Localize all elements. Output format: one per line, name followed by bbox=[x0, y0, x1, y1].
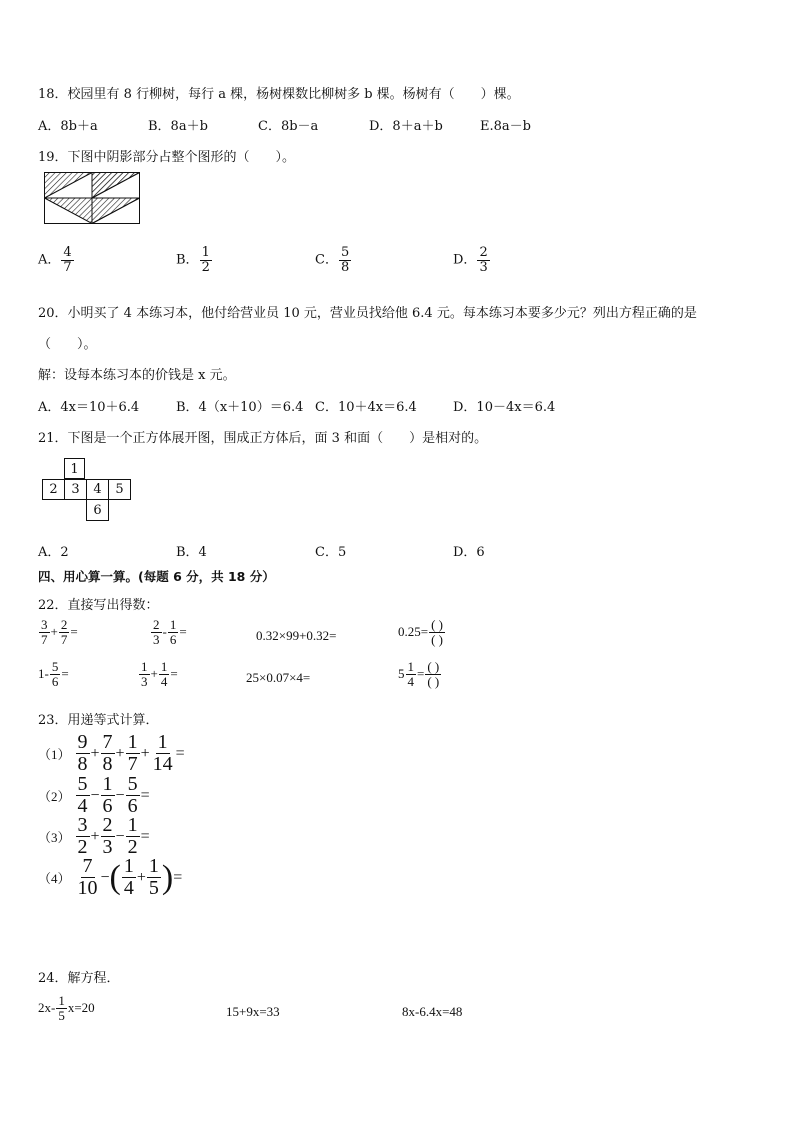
q19-option-b-label: B． bbox=[176, 252, 199, 268]
p3-eq: = bbox=[140, 827, 150, 845]
q24-equation-2: 15+9x=33 bbox=[226, 1004, 280, 1019]
p4-right-paren: ) bbox=[161, 858, 174, 896]
e5-pre: 1- bbox=[38, 666, 49, 682]
q21-text: 21．下图是一个正方体展开图，围成正方体后，面 3 和面（ ）是相对的。 bbox=[38, 431, 488, 446]
e8-eq: = bbox=[417, 666, 425, 682]
p2-f1-num: 5 bbox=[77, 773, 88, 795]
q22-expr-4 bbox=[398, 618, 446, 646]
q18-option-d: D．8＋a＋b bbox=[369, 119, 443, 134]
p2-f1-den: 4 bbox=[77, 795, 88, 817]
q19-c-den: 8 bbox=[340, 259, 350, 275]
p3-f3-den: 2 bbox=[127, 836, 138, 858]
e8-num-blank: ( ) bbox=[427, 659, 440, 674]
p4-f1-num: 7 bbox=[82, 855, 93, 877]
e2-a-num: 2 bbox=[153, 617, 160, 632]
e4-den-blank: ( ) bbox=[431, 631, 444, 647]
p2-f2-num: 1 bbox=[102, 773, 113, 795]
cube-face-1: 1 bbox=[64, 458, 85, 479]
q20-option-b: B．4（x＋10）＝6.4 bbox=[176, 400, 304, 415]
q22-expr-8 bbox=[398, 660, 442, 688]
q21-option-a: A．2 bbox=[38, 545, 69, 560]
p4-f2-num: 1 bbox=[123, 855, 134, 877]
p4-left-paren: ( bbox=[109, 858, 121, 896]
q20-text-line1: 20．小明买了 4 本练习本，他付给营业员 10 元，营业员找给他 6.4 元。每本练习本要多少元？列出方程正确的是 bbox=[38, 306, 697, 321]
q22-expr-2 bbox=[150, 618, 187, 646]
q19-c-num: 5 bbox=[340, 245, 350, 260]
q22-expr-6 bbox=[138, 660, 178, 688]
q19-d-den: 3 bbox=[479, 259, 488, 275]
p2-op2: − bbox=[115, 786, 125, 804]
e6-b-num: 1 bbox=[160, 659, 168, 674]
p4-eq: = bbox=[173, 868, 183, 886]
q24-equation-1 bbox=[38, 994, 95, 1022]
e8-den-blank: ( ) bbox=[427, 673, 440, 689]
q22-expr-5 bbox=[38, 660, 69, 688]
p3-op1: + bbox=[90, 827, 100, 845]
q20-option-a: A．4x＝10＋6.4 bbox=[38, 400, 140, 415]
e2-b-num: 1 bbox=[169, 617, 177, 632]
cube-face-4: 4 bbox=[86, 479, 109, 500]
p4-f3-den: 5 bbox=[148, 877, 159, 899]
p2-label: （2） bbox=[38, 789, 71, 804]
p1-f1-den: 8 bbox=[77, 753, 88, 775]
e8-den: 4 bbox=[407, 673, 414, 689]
q23-part-3 bbox=[38, 815, 150, 858]
p3-f2-num: 2 bbox=[102, 814, 113, 836]
q19-text: 19．下图中阴影部分占整个图形的（ ）。 bbox=[38, 150, 296, 165]
cube-net bbox=[42, 458, 132, 522]
q18-option-a: A．8b＋a bbox=[38, 119, 98, 134]
p1-op3: + bbox=[140, 744, 150, 762]
e2-a-den: 3 bbox=[153, 631, 160, 647]
q20-option-c: C．10＋4x＝6.4 bbox=[315, 400, 417, 415]
p1-label: （1） bbox=[38, 747, 71, 762]
q19-d-num: 2 bbox=[479, 245, 488, 260]
q23-part-2 bbox=[38, 774, 150, 817]
q21-option-d: D．6 bbox=[453, 545, 485, 560]
p1-op2: + bbox=[115, 744, 125, 762]
p4-f3-num: 1 bbox=[148, 855, 159, 877]
q19-a-den: 7 bbox=[63, 259, 72, 275]
p2-f2-den: 6 bbox=[102, 795, 113, 817]
p3-f1-num: 3 bbox=[77, 814, 88, 836]
p3-f3-num: 1 bbox=[127, 814, 138, 836]
p1-f4-den: 14 bbox=[152, 753, 173, 775]
q20-option-d: D．10－4x＝6.4 bbox=[453, 400, 556, 415]
e6-eq: = bbox=[170, 666, 178, 682]
q22-title: 22．直接写出得数： bbox=[38, 598, 159, 613]
q24-equation-3: 8x-6.4x=48 bbox=[402, 1004, 463, 1019]
section-4-title: 四、用心算一算。(每题 6 分，共 18 分） bbox=[38, 569, 275, 584]
q21-option-c: C．5 bbox=[315, 545, 347, 560]
e8-num: 1 bbox=[407, 659, 414, 674]
e5-eq: = bbox=[61, 666, 69, 682]
q18-option-b: B．8a＋b bbox=[148, 119, 208, 134]
q24-title: 24．解方程． bbox=[38, 971, 120, 986]
p4-op2: + bbox=[136, 868, 146, 886]
cube-face-6: 6 bbox=[86, 499, 109, 521]
q19-b-den: 2 bbox=[201, 259, 210, 275]
q18-option-c: C．8b－a bbox=[258, 119, 319, 134]
q23-title: 23．用递等式计算． bbox=[38, 713, 159, 728]
p1-f3-num: 1 bbox=[127, 731, 138, 753]
p1-f3-den: 7 bbox=[127, 753, 138, 775]
p1-op1: + bbox=[90, 744, 100, 762]
e8-whole: 5 bbox=[398, 666, 405, 682]
e1-eq: = bbox=[70, 624, 78, 640]
e1-op: + bbox=[50, 624, 58, 640]
q23-part-1 bbox=[38, 732, 185, 775]
q24-e1-den: 5 bbox=[58, 1007, 65, 1023]
e2-eq: = bbox=[179, 624, 187, 640]
q22-expr-7: 25×0.07×4= bbox=[246, 670, 311, 685]
q23-part-4 bbox=[38, 856, 182, 899]
q18-option-e: E.8a－b bbox=[480, 119, 531, 134]
e2-b-den: 6 bbox=[169, 631, 177, 647]
p1-f1-num: 9 bbox=[77, 731, 88, 753]
q21-option-b: B．4 bbox=[176, 545, 207, 560]
p4-f2-den: 4 bbox=[123, 877, 134, 899]
e5-num: 5 bbox=[51, 659, 59, 674]
q19-option-b bbox=[176, 246, 213, 274]
p4-op1: − bbox=[100, 868, 110, 886]
p1-f4-num: 1 bbox=[157, 731, 168, 753]
q20-solution: 解：设每本练习本的价钱是 x 元。 bbox=[38, 368, 236, 383]
p3-f1-den: 2 bbox=[77, 836, 88, 858]
q20-text-line2: （ ）。 bbox=[38, 337, 97, 352]
q18-text: 18．校园里有 8 行柳树，每行 a 棵，杨树棵数比柳树多 b 棵。杨树有（ ）棵。 bbox=[38, 87, 520, 102]
p3-f2-den: 3 bbox=[102, 836, 113, 858]
p3-label: （3） bbox=[38, 830, 71, 845]
q22-expr-3: 0.32×99+0.32= bbox=[256, 628, 337, 643]
q24-e1-pre: 2x- bbox=[38, 1000, 56, 1016]
e1-a-num: 3 bbox=[41, 617, 48, 632]
q19-a-num: 4 bbox=[63, 245, 72, 260]
e4-pre: 0.25= bbox=[398, 624, 429, 640]
q19-option-c-label: C． bbox=[315, 252, 338, 268]
q22-expr-1 bbox=[38, 618, 78, 646]
e6-op: + bbox=[150, 666, 158, 682]
p4-f1-den: 10 bbox=[77, 877, 98, 899]
e5-den: 6 bbox=[51, 673, 59, 689]
q24-e1-post: x=20 bbox=[67, 1000, 95, 1016]
p1-f2-num: 7 bbox=[102, 731, 113, 753]
cube-face-3: 3 bbox=[64, 479, 87, 500]
e6-b-den: 4 bbox=[160, 673, 168, 689]
q19-shaded-figure bbox=[44, 172, 140, 224]
p2-eq: = bbox=[140, 786, 150, 804]
q19-option-a-label: A． bbox=[38, 252, 61, 268]
q19-option-a bbox=[38, 246, 75, 274]
p1-eq: = bbox=[175, 744, 185, 762]
p2-op1: − bbox=[90, 786, 100, 804]
q19-option-c bbox=[315, 246, 352, 274]
p2-f3-num: 5 bbox=[127, 773, 138, 795]
cube-face-5: 5 bbox=[108, 479, 131, 500]
e4-num-blank: ( ) bbox=[431, 617, 444, 632]
e6-a-num: 1 bbox=[141, 659, 148, 674]
q19-b-num: 1 bbox=[201, 245, 210, 260]
cube-face-2: 2 bbox=[42, 479, 65, 500]
e6-a-den: 3 bbox=[141, 673, 148, 689]
e2-op: - bbox=[162, 624, 167, 640]
p4-label: （4） bbox=[38, 871, 71, 886]
q19-option-d bbox=[453, 246, 491, 274]
p1-f2-den: 8 bbox=[102, 753, 113, 775]
q19-option-d-label: D． bbox=[453, 252, 477, 268]
e1-b-den: 7 bbox=[60, 631, 68, 647]
p3-op2: − bbox=[115, 827, 125, 845]
p2-f3-den: 6 bbox=[127, 795, 138, 817]
e1-b-num: 2 bbox=[60, 617, 68, 632]
q24-e1-num: 1 bbox=[58, 993, 65, 1008]
e1-a-den: 7 bbox=[41, 631, 48, 647]
